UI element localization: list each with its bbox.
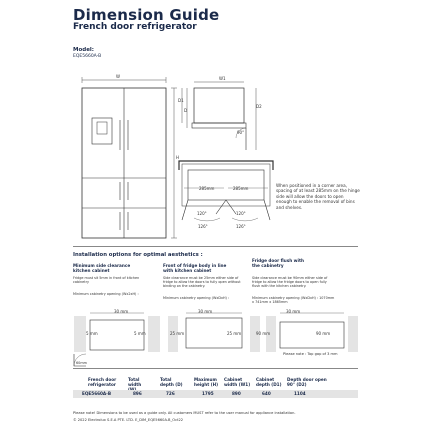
plan-3-gap-right: 90 mm — [316, 331, 331, 336]
side-depth-d1-label: D1 — [178, 98, 184, 103]
option-3-desc: Side clearance must be 90mm either side of fridge to allow the fridge doors to open fully flush with the kitchen cabinetry. — [252, 276, 328, 288]
section-divider — [73, 246, 358, 247]
option-1-heading-2: kitchen cabinet — [73, 268, 110, 273]
table-cell-door-depth: 1104 — [294, 391, 306, 396]
footer-copyright: © 2022 Electrolux S.E.A PTE. LTD. E_DIM_EQE5660A-B_Oct22 — [73, 418, 184, 422]
option-2-heading — [163, 263, 243, 273]
table-cell-cab-depth: 640 — [262, 391, 271, 396]
option-2-heading-2: with kitchen cabinet — [163, 268, 212, 273]
side-depth-d-label: D — [184, 108, 188, 113]
plan-3-top-gap: 30 mm — [286, 309, 301, 314]
table-top-rule — [73, 368, 358, 369]
top-gap-note: Please note : Top gap of 3 mm — [283, 352, 338, 356]
top-angle-1: 120° — [197, 211, 207, 216]
table-header-cab-depth: Cabinet depth (D1) — [256, 377, 282, 387]
side-view-diagram — [176, 76, 266, 156]
floor-label: 60mm — [76, 361, 87, 365]
top-view-diagram — [176, 158, 276, 233]
side-width-label: W1 — [219, 76, 226, 81]
table-cell-height: 1795 — [202, 391, 214, 396]
front-view-diagram — [70, 70, 190, 245]
model-value: EQE5660A-B — [73, 54, 102, 59]
option-1-spacing: Minimum cabinetry opening (Wx2xH) : — [73, 292, 139, 296]
table-header-depth: Total depth (D) — [160, 377, 183, 387]
option-3-heading — [252, 258, 336, 268]
table-cell-cab-width: 890 — [232, 391, 241, 396]
table-header-height: Maximum height (H) — [194, 377, 219, 387]
plan-1-top-gap: 30 mm — [114, 309, 129, 314]
page-subtitle: French door refrigerator — [73, 22, 197, 32]
footer-note: Please note! Dimensions to be used as a guide only. All customers MUST refer to the user manual for appliance installation. — [73, 411, 296, 415]
plan-2-gap-right: 25 mm — [227, 331, 242, 336]
top-clearance-left: 285mm — [199, 186, 215, 191]
option-1-heading — [73, 263, 143, 273]
option-3-spacing: Minimum cabinetry opening (WxDxH) : 1070mm x 741mm x 1865mm — [252, 296, 335, 304]
option-3-heading-2: the cabinetry — [252, 263, 284, 268]
table-cell-depth: 726 — [166, 391, 175, 396]
front-width-label: W — [116, 74, 120, 79]
table-header-door-depth: Depth door open 90° (D2) — [287, 377, 327, 387]
table-header-model: French door refrigerator — [88, 377, 117, 387]
table-cell-width: 896 — [133, 391, 142, 396]
model-label: Model: — [73, 47, 95, 53]
option-1-heading-1: Minimum side clearance — [73, 263, 131, 268]
plan-1-gap-right: 5 mm — [134, 331, 146, 336]
option-1-desc: Fridge must sit 5mm in front of kitchen cabinetry — [73, 276, 140, 284]
page-title: Dimension Guide — [73, 6, 220, 24]
installation-title: Installation options for optimal aesthetics : — [73, 252, 203, 258]
top-angle-4: 126° — [236, 224, 246, 229]
top-angle-3: 126° — [198, 224, 208, 229]
side-depth-d2-label: D2 — [256, 104, 262, 109]
table-header-cab-width: Cabinet width (W1) — [224, 377, 251, 387]
top-clearance-right: 285mm — [233, 186, 249, 191]
top-angle-2: 120° — [236, 211, 246, 216]
plan-1-gap-left: 5 mm — [86, 331, 98, 336]
option-2-spacing: Minimum cabinetry opening (WxDxH) : — [163, 296, 230, 300]
door-swing-icon — [72, 352, 94, 368]
table-row — [73, 390, 358, 398]
plan-3 — [266, 313, 358, 352]
option-3-heading-1: Fridge door flush with — [252, 258, 304, 263]
table-header-width: Total width — [128, 377, 142, 387]
corner-note: When positioned in a corner area, spacing of at least 285mm on the hinge side will allow the doors to open enough to enable the removal of bins and shelves. — [276, 183, 360, 210]
plan-3-gap-left: 90 mm — [256, 331, 271, 336]
option-2-desc: Side clearance must be 25mm either side of fridge to allow the doors to fully open without binding on the cabinetry. — [163, 276, 241, 288]
option-2-heading-1: Front of fridge body in line — [163, 263, 227, 268]
front-height-label: H — [176, 155, 180, 160]
plan-2-gap-left: 25 mm — [170, 331, 185, 336]
table-cell-model: EQE5660A-B — [82, 391, 112, 396]
plan-2-top-gap: 30 mm — [198, 309, 213, 314]
side-angle-label: 90° — [237, 130, 245, 135]
